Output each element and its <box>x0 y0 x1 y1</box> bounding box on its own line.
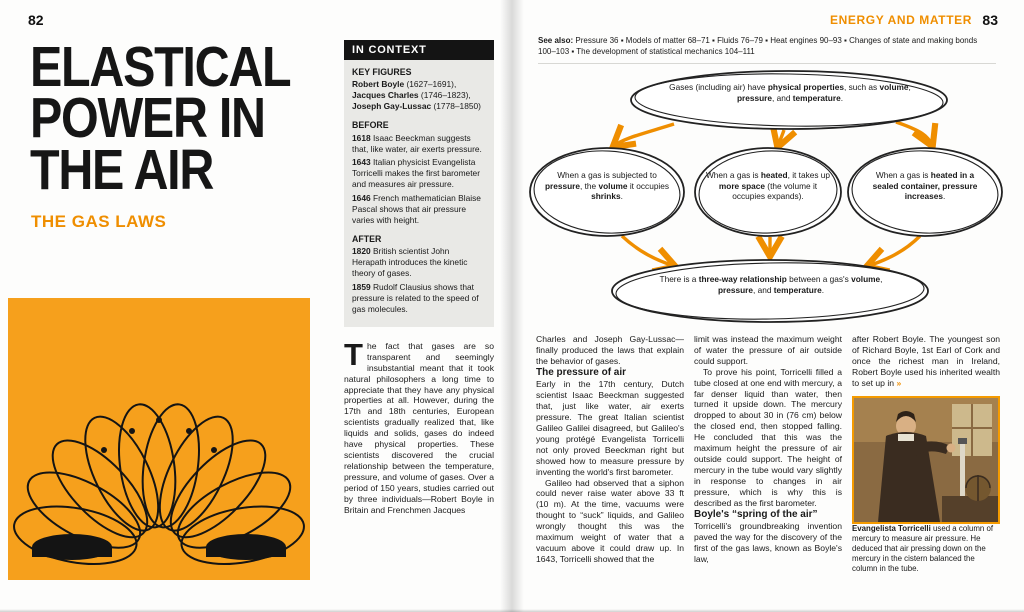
continues-marker: » <box>896 377 902 388</box>
slinky-illustration <box>8 298 310 580</box>
context-entry: 1643 Italian physicist Evangelista Torricelli makes the first barometer and measures air pressure. <box>352 157 480 190</box>
torricelli-portrait <box>852 396 1000 524</box>
paragraph: To prove his point, Torricelli filled a tube closed at one end with mercury, a far denser liquid than water, then turned it upside down. The mercury dropped to about 30 in (76 cm) below the closed end, then stopped falling. He concluded that this was the maximum height the pressure of air outside could support. The height of mercury in the tube would vary slightly in response to changes in air pressure, which is why this is described as the first barometer. <box>694 366 842 508</box>
subheading: The pressure of air <box>536 366 627 378</box>
key-figures: Robert Boyle (1627–1691), Jacques Charles (1746–1823), Joseph Gay-Lussac (1778–1850) <box>352 79 481 112</box>
intro-text: he fact that gases are so transparent and seemingly insubstantial meant that it took natural philosophers a long time to appreciate that they have any physical properties at all. However, during the 17th and 18th centuries, European scientists gradually realized that, like liquids and solids, gases do indeed have physical properties. These scientists discovered the crucial relationship between the temperature, pressure, and volume of gases. Over a period of 150 years, studies carried out by three individuals—Robert Boyle in Britain and Frenchmen Jacques <box>344 340 494 515</box>
context-entry: 1820 British scientist John Herapath introduces the kinetic theory of gases. <box>352 246 468 279</box>
paragraph <box>852 334 1000 389</box>
before-label: BEFORE <box>352 120 389 131</box>
see-also-label: See also: <box>538 36 574 45</box>
diagram-node-sealed: When a gas is heated in a sealed container, pressure increases. <box>872 170 978 202</box>
paragraph-text: after Robert Boyle. The youngest son of Richard Boyle, 1st Earl of Cork and once the richest man in Ireland, Robert Boyle used his inherited wealth to set up in <box>852 334 1000 388</box>
diagram-node-gases: Gases (including air) have physical properties, such as volume, pressure, and temperature. <box>669 82 911 103</box>
text-column-2 <box>694 334 842 565</box>
in-context-panel <box>344 40 494 515</box>
figure-caption: Evangelista Torricelli used a column of mercury to measure air pressure. He deduced that air pressing down on the mercury in the cistern balanced the column in the tube. <box>852 523 994 573</box>
gas-laws-flow-diagram <box>524 66 1016 332</box>
torricelli-portrait-svg <box>854 398 998 522</box>
paragraph: Torricelli's groundbreaking invention paved the way for the discovery of the first of the gas laws, known as Boyle's law, <box>694 521 842 564</box>
subheading: Boyle's “spring of the air” <box>694 508 818 520</box>
diagram-node-pressure: When a gas is subjected to pressure, the volume it occupies shrinks. <box>544 170 670 202</box>
title-line: THE AIR <box>30 137 214 202</box>
page-number-right: 83 <box>982 12 998 28</box>
paragraph: Galileo had observed that a siphon could never raise water above 33 ft (10 m). At the time, vacuums were thought to “suck” liquids, and Galileo wrongly thought this was the maximum weight of water that a vacuum above it could draw up. In 1643, Torricelli showed that the <box>536 477 684 564</box>
paragraph: limit was instead the maximum weight of water the pressure of air outside could support. <box>694 334 842 366</box>
see-also-line <box>538 36 996 64</box>
text-column-1 <box>536 334 684 565</box>
context-entry: 1646 French mathematician Blaise Pascal shows that air pressure varies with height. <box>352 193 481 226</box>
page-gutter <box>500 0 524 612</box>
paragraph: Charles and Joseph Gay-Lussac—finally produced the laws that explain the behavior of gases. <box>536 334 684 366</box>
in-context-body <box>344 60 494 327</box>
context-entry: 1618 Isaac Beeckman suggests that, like water, air exerts pressure. <box>352 132 482 154</box>
title-line: POWER IN <box>30 86 265 151</box>
text-column-3 <box>852 334 1000 574</box>
diagram-node-heated: When a gas is heated, it takes up more space (the volume it occupies expands). <box>705 170 831 202</box>
page-subtitle: THE GAS LAWS <box>31 212 167 231</box>
title-line: ELASTICAL <box>30 35 291 99</box>
in-context-header: IN CONTEXT <box>344 40 494 60</box>
page-number-left: 82 <box>28 12 44 28</box>
intro-paragraph <box>344 336 494 516</box>
key-figures-label: KEY FIGURES <box>352 67 412 77</box>
drop-cap: T <box>344 336 363 372</box>
paragraph: Early in the 17th century, Dutch scientist Isaac Beeckman suggested that, just like water, air exerts pressure. The great Italian scientist Galileo Galilei disagreed, but Galileo's young protégé Evangelista Torricelli not only proved Beeckman right but showed how to measure pressure by inventing the world's first barometer. <box>536 379 684 477</box>
see-also-refs: Pressure 36 ▪ Models of matter 68–71 ▪ Fluids 76–79 ▪ Heat engines 90–93 ▪ Changes of state and making bonds 100–103 ▪ The development of statistical mechanics 104–111 <box>538 36 978 56</box>
context-entry: 1859 Rudolf Clausius shows that pressure is related to the speed of gas molecules. <box>352 282 479 315</box>
section-header: ENERGY AND MATTER <box>830 13 972 27</box>
slinky-drawing-svg <box>8 298 310 580</box>
after-label: AFTER <box>352 233 382 244</box>
page-title <box>30 35 291 202</box>
diagram-node-relationship: There is a three-way relationship between a gas's volume, pressure, and temperature. <box>659 274 883 295</box>
